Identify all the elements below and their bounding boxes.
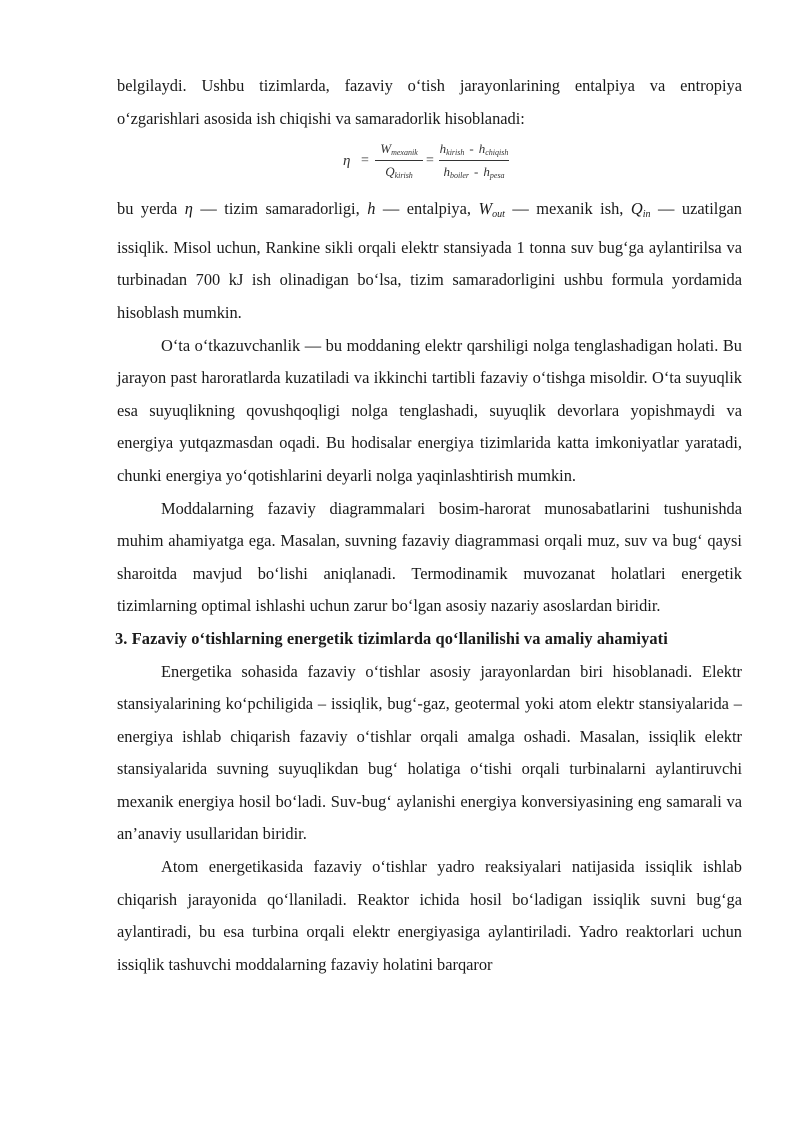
document-page: [117, 70, 742, 981]
formula-fraction-work-heat: [375, 139, 423, 182]
paragraph-intro: belgilaydi. Ushbu tizimlarda, fazaviy o‘tish jarayonlarining entalpiya va entropiya o‘zgarishlari asosida ish chiqishi va samaradorlik hisoblanadi:: [117, 76, 742, 128]
formula-numerator-enthalpy: $h_{kirish} - h_{chiqish}$: [439, 141, 509, 158]
formula-equals-1: =: [361, 153, 369, 169]
formula-fraction-bar: [439, 160, 509, 161]
section-heading: 3. Fazaviy o‘tishlarning energetik tizimlarda qo‘llanilishi va amaliy ahamiyati: [115, 628, 668, 648]
paragraph-nuclear: Atom energetikasida fazaviy o‘tishlar yadro reaksiyalari natijasida issiqlik ishlab chiqarish jarayonida qo‘llaniladi. Reaktor ichida hosil bo‘ladigan issiqlik suvni bug‘ga aylantiradi, bu esa turbina orqali elektr energiyasiga aylantiriladi. Yadro reaktorlari uchun issiqlik tashuvchi moddalarning fazaviy holatini barqaror: [117, 857, 742, 974]
paragraph-energy: Energetika sohasida fazaviy o‘tishlar asosiy jarayonlardan biri hisoblanadi. Elektr stansiyalarining ko‘pchiligida – issiqlik, bug‘-gaz, geotermal yoki atom elektr stansiyalarida – energiya ishlab chiqarish fazaviy o‘tishlar orqali amalga oshadi. Masalan, issiqlik elektr stansiyalarida suvning suyuqlikdan bug‘ holatiga o‘tishi orqali turbinalarni aylantiruvchi mexanik energiya hosil bo‘ladi. Suv-bug‘ aylanishi energiya konversiyasining eng samarali va an’anaviy usullaridan biridir.: [117, 661, 742, 844]
formula-fraction-bar: [375, 160, 423, 161]
formula-eta: η: [343, 153, 351, 170]
symbol-eta: η: [184, 199, 193, 219]
paragraph-phase-diagrams: Moddalarning fazaviy diagrammalari bosim-harorat munosabatlarini tushunishda muhim ahamiyatga ega. Masalan, suvning fazaviy diagrammasi orqali muz, suv va bug‘ qaysi sharoitda mavjud bo‘lishi aniqlanadi. Termodinamik muvozanat holatlari energetik tizimlarning optimal ishlashi uchun zarur bo‘lgan asosiy nazariy asoslardan biridir.: [117, 498, 742, 616]
formula-denominator-heat: $Q_{kirish}$: [385, 164, 413, 181]
formula-fraction-enthalpy: [439, 139, 509, 182]
formula-equals-2: =: [426, 153, 434, 169]
symbol-q-in: $Q_{in}$: [630, 199, 651, 221]
formula-denominator-enthalpy: $h_{boiler} - h_{pesa}$: [443, 164, 505, 181]
formula-numerator-work: $W_{mexanik}$: [380, 141, 418, 158]
paragraph-superconductivity: O‘ta o‘tkazuvchanlik — bu moddaning elektr qarshiligi nolga tenglashadigan holati. Bu jarayon past haroratlarda kuzatiladi va ikkinchi tartibli fazaviy o‘tishga misoldir. O‘ta suyuqlik esa suyuqlikning qovushqoqligi nolga tenglashadi, suyuqlik devorlara yopishmaydi va energiya yutqazmasdan oqadi. Bu hodisalar energiya tizimlarida katta imkoniyatlar yaratadi, chunki energiya yo‘qotishlarini deyarli nolga yaqinlashtirish mumkin.: [117, 335, 742, 485]
paragraph-where: bu yerda η — tizim samaradorligi, h — entalpiya, $W_{out}$ — mexanik ish, $Q_{in}$ — uzatilgan issiqlik. Misol uchun, Rankine sikli orqali elektr stansiyada 1 tonna suv bug‘ga aylantirilsa va turbinadan 700 kJ ish olinadigan bo‘lsa, tizim samaradorligini ushbu formula yordamida hisoblash mumkin.: [117, 199, 742, 322]
symbol-w-out: $W_{out}$: [478, 199, 505, 221]
symbol-h: h: [367, 199, 376, 219]
efficiency-formula: [117, 135, 742, 193]
